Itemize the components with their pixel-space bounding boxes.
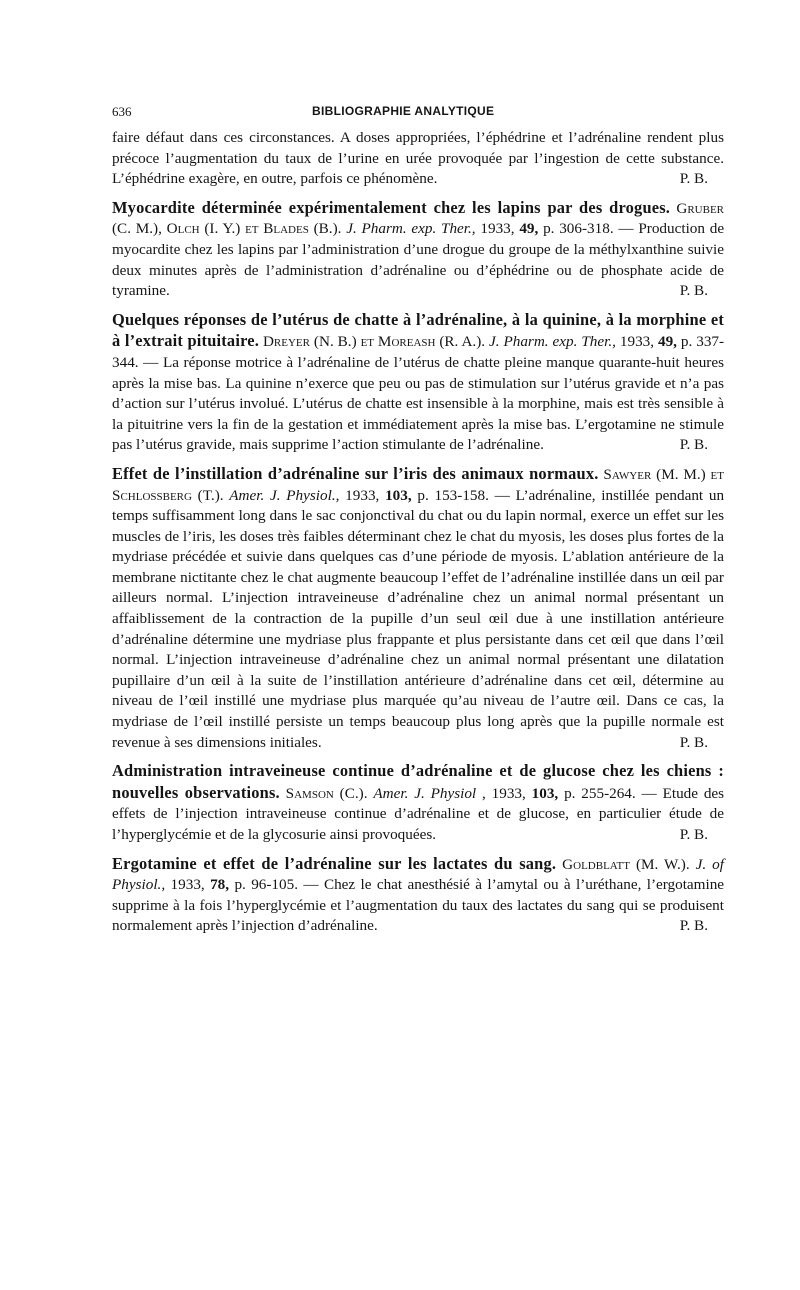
entry-body: L’adrénaline, instillée pendant un temps suffisamment long dans le sac conjonctival du chat ou du lapin normal, exerce un effet sur les muscles de l’iris, les doses très faibles déterminant chez le chat du myosis, les doses plus fortes de la mydriase précédée et suivie dans quelques cas d’une période de myosis. L’ablation antérieure de la membrane nictitante chez le chat augmente beaucoup l’effet de l’adrénaline instillée dans un œil par ailleurs normal. L’injection intraveineuse d’adrénaline chez un animal normal présentant un affaiblissement de la contraction de la pupille d’un seul œil due à une instillation antérieure d’adrénaline détermine une mydriase plus frappante et plus persistante dans cet œil que dans l’œil normal. L’injection intraveineuse d’adrénaline chez un animal normal présentant une dilatation pupillaire d’un œil à la suite de l’instillation antérieure d’adrénaline dans cet œil, détermine au niveau de l’œil instillé une mydriase plus marquée qu’au niveau de l’autre œil. Dans ce cas, la mydriase de l’œil instillé persiste un temps beaucoup plus long après que la pupille normale est revenue à ses dimensions initiales. bbox=[112, 486, 725, 751]
running-header bbox=[112, 104, 724, 128]
signature: P. B. bbox=[679, 436, 708, 454]
entry-year: 1933, bbox=[480, 220, 515, 238]
page-number: 636 bbox=[112, 104, 132, 119]
entry-journal: Amer. J. Physiol., bbox=[229, 486, 340, 504]
entry-title: Effet de l’instillation d’adrénaline sur l’iris des animaux normaux. bbox=[112, 463, 599, 483]
entry-year: 1933, bbox=[619, 333, 655, 351]
document-page bbox=[112, 104, 724, 945]
signature: P. B. bbox=[679, 826, 708, 843]
entry-journal: J. of Physiol., bbox=[112, 855, 724, 894]
bibliography-entry bbox=[112, 854, 724, 937]
entry-volume: 103, bbox=[531, 784, 559, 802]
entry-year: 1933, bbox=[170, 876, 205, 894]
entry-title: Quelques réponses de l’utérus de chatte à l’adrénaline, à la quinine, à la morphine et à l’extrait pituitaire. bbox=[112, 309, 724, 351]
entry-authors: Sawyer (M. M.) et Schlossberg (T.). bbox=[112, 465, 724, 504]
entry-pages: p. 337-344. — bbox=[112, 333, 725, 371]
running-title: BIBLIOGRAPHIE ANALYTIQUE bbox=[312, 104, 495, 118]
entry-journal: Amer. J. Physiol , bbox=[373, 784, 486, 802]
entry-volume: 49, bbox=[657, 333, 677, 351]
entry-body: Chez le chat anesthésié à l’amytal ou à l’uréthane, l’ergotamine supprime à la fois l’hyperglycémie et l’augmentation du taux des lactates du sang qui se produisent normalement après l’injection d’adrénaline. bbox=[112, 876, 725, 935]
signature: P. B. bbox=[679, 733, 708, 751]
entry-body: Etude des effets de l’injection intraveineuse continue d’adrénaline et de glucose, en particulier étude de l’hyperglycémie et de la glycosurie ainsi provoquées. bbox=[112, 784, 725, 843]
bibliography-entry bbox=[112, 761, 724, 845]
entry-title: Myocardite déterminée expérimentalement chez les lapins par des drogues. bbox=[112, 197, 671, 217]
signature: P. B. bbox=[679, 917, 708, 935]
entry-volume: 103, bbox=[385, 486, 412, 504]
continuation-paragraph bbox=[112, 128, 724, 190]
bibliography-entry bbox=[112, 310, 724, 456]
entry-pages: p. 306-318. — bbox=[543, 220, 634, 238]
entry-volume: 49, bbox=[519, 220, 539, 238]
entry-title: Ergotamine et effet de l’adrénaline sur les lactates du sang. bbox=[112, 853, 557, 873]
bibliography-entry bbox=[112, 464, 724, 753]
entry-authors: Dreyer (N. B.) et Moreash (R. A.). bbox=[262, 333, 486, 351]
signature: P. B. bbox=[679, 170, 708, 188]
entry-authors: Goldblatt (M. W.). bbox=[562, 855, 690, 873]
entry-title: Administration intraveineuse continue d’adrénaline et de glucose chez les chiens : nouvelles observations. bbox=[112, 761, 724, 802]
entry-authors: Gruber (C. M.), Olch (I. Y.) et Blades (B.). bbox=[112, 199, 725, 238]
entry-pages: p. 153-158. — bbox=[417, 486, 510, 504]
entry-journal: J. Pharm. exp. Ther., bbox=[346, 220, 476, 238]
entry-pages: p. 255-264. — bbox=[564, 784, 657, 802]
entry-authors: Samson (C.). bbox=[285, 784, 368, 802]
entry-body: La réponse motrice à l’adrénaline de l’utérus de chatte pleine manque quarante-huit heures après la mise bas. La quinine n’exerce que peu ou pas de stimulation sur l’utérus gravide et n’a pas d’action sur l’utérus involué. L’utérus de chatte est insensible à la morphine, mais est très sensible à la pituitrine vers la fin de la gestation et immédiatement après la mise bas. L’ergotamine ne stimule pas l’utérus gravide, mais supprime l’action stimulante de l’adrénaline. bbox=[112, 353, 724, 454]
continuation-text: faire défaut dans ces circonstances. A doses appropriées, l’éphédrine et l’adrénaline rendent plus précoce l’augmentation du taux de l’urine en urée provoquée par l’ingestion de cette substance. L’éphédrine exagère, en outre, parfois ce phénomène. bbox=[112, 129, 724, 188]
entry-volume: 78, bbox=[210, 876, 230, 894]
entry-year: 1933, bbox=[491, 784, 526, 802]
entry-journal: J. Pharm. exp. Ther., bbox=[489, 333, 616, 351]
entry-year: 1933, bbox=[345, 486, 380, 504]
signature: P. B. bbox=[679, 282, 708, 300]
entry-pages: p. 96-105. — bbox=[234, 876, 319, 894]
bibliography-entry bbox=[112, 198, 724, 302]
entry-body: Production de myocardite chez les lapins par l’administration d’une drogue du groupe de la méthylxanthine suivie deux minutes après de l’administration d’adrénaline ou d’éphédrine ou de phosphate acide de tyramine. bbox=[112, 220, 725, 300]
